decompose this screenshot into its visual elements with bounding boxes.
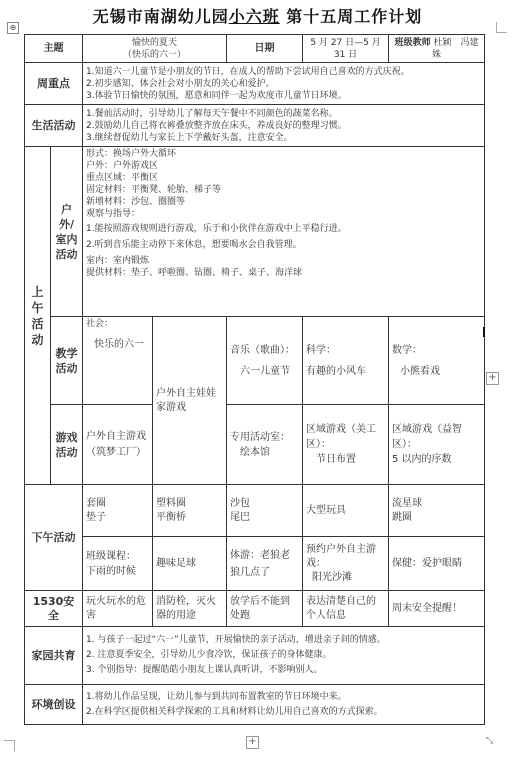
teacher-cell <box>389 35 485 63</box>
teaching-music <box>227 317 303 405</box>
family-content <box>83 627 485 685</box>
title-week: 第十五周工作计划 <box>286 7 423 26</box>
afternoon-wolf-game: 体游：老狼老狼几点了 <box>227 537 303 591</box>
outdoor-line-3: 重点区域：平衡区 <box>86 173 159 183</box>
outdoor-row <box>25 147 485 317</box>
focus-line-1: 1.知道六一儿童节是小朋友的节日，在成人的帮助下尝试用自己喜欢的方式庆祝。 <box>86 66 410 77</box>
equip-5a: 流星球 <box>392 497 423 509</box>
equip-3b: 尾巴 <box>230 511 251 523</box>
outdoor-label: 户外/室内活动 <box>51 147 83 317</box>
teaching-social <box>83 317 153 405</box>
course-item: 下雨的时候 <box>86 565 136 577</box>
math-label: 数学： <box>392 344 423 356</box>
environment-line-2: 2.在科学区提供相关科学探索的工具和材料让幼儿用自己喜欢的方式探索。 <box>86 706 383 717</box>
afternoon-equip-1 <box>83 485 153 537</box>
booking-label: 预约户外自主游戏： <box>306 543 377 569</box>
afternoon-row-2 <box>25 537 485 591</box>
equip-1b: 垫子 <box>86 511 106 523</box>
morning-label: 上午活动 <box>25 147 51 485</box>
theme-value-line1: 愉快的夏天 <box>132 37 178 48</box>
afternoon-row-1 <box>25 485 485 537</box>
teaching-science <box>303 317 389 405</box>
game-room-label: 专用活动室： <box>230 431 291 443</box>
work-plan-table <box>24 34 485 725</box>
date-label: 日期 <box>227 35 303 63</box>
music-label: 音乐（歌曲）： <box>230 344 296 356</box>
social-label: 社会： <box>86 319 114 329</box>
equip-3a: 沙包 <box>230 497 251 509</box>
safety-item-2: 消防栓，灭火器的用途 <box>153 591 227 627</box>
header-row <box>25 35 485 63</box>
document-title <box>0 4 515 27</box>
teaching-math <box>389 317 485 405</box>
afternoon-course <box>83 537 153 591</box>
game-label: 游戏活动 <box>51 405 83 485</box>
family-row <box>25 627 485 685</box>
theme-value-line2: （快乐的六一） <box>123 49 187 60</box>
family-label: 家园共育 <box>25 627 83 685</box>
outdoor-line-2: 户外：户外游戏区 <box>86 161 159 171</box>
teacher-value: 杜颖 冯建姝 <box>432 37 479 60</box>
life-line-1: 1.餐前活动时，引导幼儿了解每天午餐中不同颜色的蔬菜名称。 <box>86 108 338 119</box>
life-line-3: 3.继续督促幼儿与家长上下学戴好头盔，注意安全。 <box>86 132 293 143</box>
outdoor-line-4: 固定材料：平衡凳、轮胎、梯子等 <box>86 185 222 195</box>
game-art-label: 区域游戏（美工区）： <box>306 424 377 450</box>
outdoor-content <box>83 147 485 317</box>
afternoon-football: 趣味足球 <box>153 537 227 591</box>
game-puzzle <box>389 405 485 485</box>
theme-value <box>83 35 227 63</box>
corner-mark-bottom <box>4 740 15 751</box>
equip-2b: 平衡桥 <box>156 511 186 523</box>
table-resize-icon[interactable]: ⤡ <box>486 736 494 746</box>
outdoor-line-10: 提供材料：垫子、呼啦圈、钻圈、椅子、桌子、海洋球 <box>86 268 303 278</box>
science-label: 科学： <box>306 344 337 356</box>
outdoor-line-8: 2.听到音乐能主动停下来休息，想要喝水会自我管理。 <box>86 240 302 250</box>
safety-item-5: 周末安全提醒！ <box>389 591 485 627</box>
course-label: 班级课程： <box>86 550 136 562</box>
game-doll: 户外自主娃娃家游戏 <box>153 317 227 485</box>
date-value: 5 月 27 日—5 月 31 日 <box>303 35 389 63</box>
family-line-2: 2. 注意夏季安全，引导幼儿少食冷饮，保证孩子的身体健康。 <box>86 650 332 660</box>
equip-2a: 塑料圈 <box>156 497 186 509</box>
math-item: 小熊看戏 <box>400 365 441 377</box>
game-outdoor-sub: （筑梦工厂） <box>86 446 146 458</box>
theme-label: 主题 <box>25 35 83 63</box>
teacher-label: 班级教师 <box>394 37 431 48</box>
equip-1a: 套圈 <box>86 497 106 509</box>
outdoor-line-5: 新增材料：沙包、圈圈等 <box>86 197 186 207</box>
safety-row <box>25 591 485 627</box>
outdoor-line-9: 室内：室内锻炼 <box>86 256 150 266</box>
afternoon-equip-4: 大型玩具 <box>303 485 389 537</box>
game-outdoor <box>83 405 153 485</box>
table-move-handle-icon[interactable]: ⊕ <box>7 22 19 34</box>
environment-line-1: 1.将幼儿作品呈现，让幼儿参与到共同布置教室的节日环境中来。 <box>86 691 347 702</box>
afternoon-equip-3 <box>227 485 303 537</box>
focus-row <box>25 63 485 105</box>
life-row <box>25 105 485 147</box>
safety-item-3: 放学后不能到处跑 <box>227 591 303 627</box>
afternoon-equip-2 <box>153 485 227 537</box>
teaching-row <box>25 317 485 405</box>
life-label: 生活活动 <box>25 105 83 147</box>
focus-content <box>83 63 485 105</box>
afternoon-booking <box>303 537 389 591</box>
focus-line-2: 2.初步感知、体会社会对小朋友的关心和爱护。 <box>86 78 275 89</box>
focus-label: 周重点 <box>25 63 83 105</box>
equip-5b: 跳圈 <box>392 511 413 523</box>
text-cursor <box>483 327 485 337</box>
booking-item: 阳光沙滩 <box>312 571 353 583</box>
environment-content <box>83 685 485 725</box>
focus-line-3: 3.体验节日愉快的氛围，愿意和同伴一起为欢度市儿童节日环境。 <box>86 90 347 101</box>
family-line-1: 1. 与孩子一起过“六一”儿童节，开展愉快的亲子活动，增进亲子间的情感。 <box>86 635 386 645</box>
game-puzzle-sub: 5 以内的序数 <box>392 454 452 465</box>
teaching-label: 教学活动 <box>51 317 83 405</box>
science-item: 有趣的小风车 <box>306 365 367 377</box>
outdoor-line-1: 形式：换场户外大循环 <box>86 149 177 159</box>
game-art-sub: 节日布置 <box>316 454 357 465</box>
game-puzzle-label: 区域游戏（益智区）： <box>392 424 463 450</box>
environment-row <box>25 685 485 725</box>
safety-item-4: 表达清楚自己的个人信息 <box>303 591 389 627</box>
environment-label: 环境创设 <box>25 685 83 725</box>
title-school: 无锡市南湖幼儿园 <box>92 7 229 26</box>
life-content <box>83 105 485 147</box>
life-line-2: 2.鼓励幼儿自己将衣裤叠放整齐放在床头，养成良好的整理习惯。 <box>86 120 347 131</box>
safety-label: 1530安全 <box>25 591 83 627</box>
afternoon-health: 保健：爱护眼睛 <box>389 537 485 591</box>
safety-item-1: 玩火玩水的危害 <box>83 591 153 627</box>
game-room-sub: 绘本馆 <box>240 446 271 458</box>
corner-mark <box>496 22 507 33</box>
afternoon-label: 下午活动 <box>25 485 83 591</box>
title-class: 小六班 <box>228 7 280 26</box>
family-line-3: 3. 个别指导：提醒皓皓小朋友上课认真听讲，不影响别人。 <box>86 665 323 675</box>
add-column-icon[interactable]: + <box>486 372 499 385</box>
music-item: 六一儿童节 <box>240 365 291 377</box>
game-outdoor-title: 户外自主游戏 <box>86 430 146 442</box>
game-row <box>25 405 485 485</box>
outdoor-line-7: 1.能按照游戏规则进行游戏，乐于和小伙伴在游戏中上平稳行进。 <box>86 224 347 234</box>
social-item: 快乐的六一 <box>94 339 144 350</box>
afternoon-equip-5 <box>389 485 485 537</box>
add-row-icon[interactable]: + <box>246 736 259 749</box>
game-art <box>303 405 389 485</box>
outdoor-line-6: 观察与指导： <box>86 209 141 219</box>
game-room <box>227 405 303 485</box>
